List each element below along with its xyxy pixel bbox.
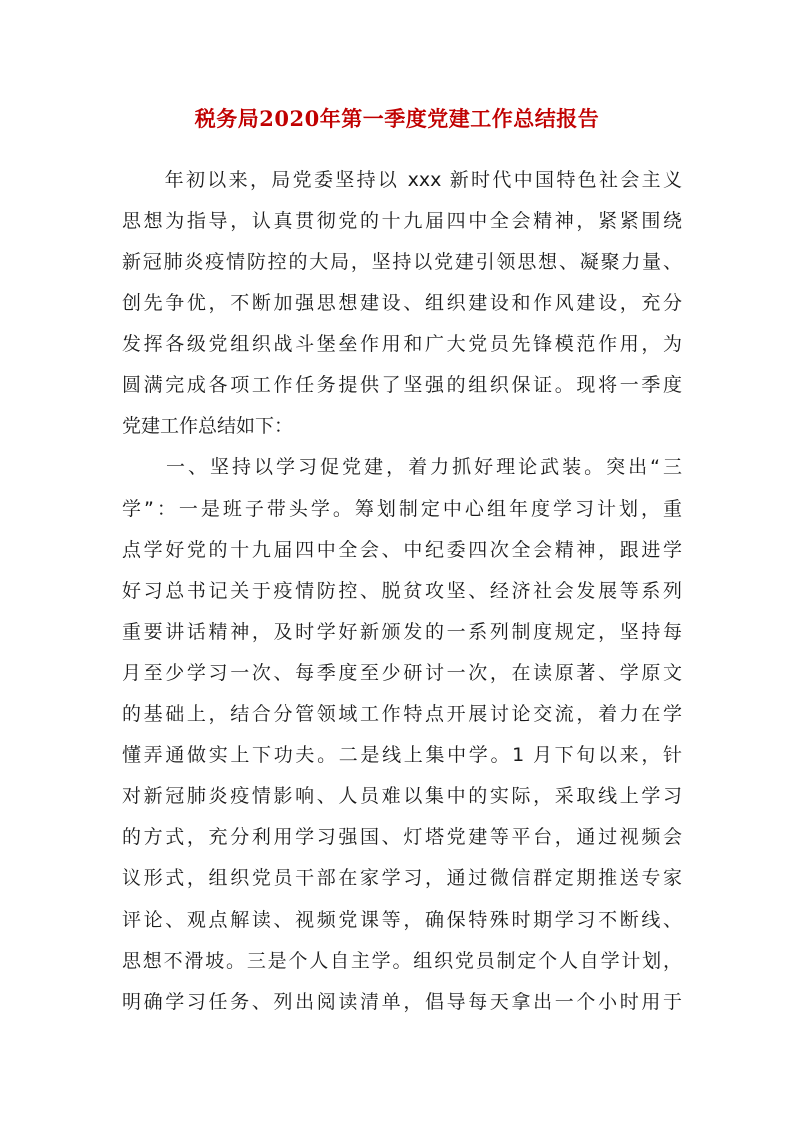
paragraph-line: 重要讲话精神，及时学好新颁发的一系列制度规定，坚持每 (122, 621, 682, 643)
paragraph-line: 发挥各级党组织战斗堡垒作用和广大党员先锋模范作用，为 (122, 333, 682, 355)
paragraph-line: 议形式，组织党员干部在家学习，通过微信群定期推送专家 (122, 867, 682, 889)
paragraph-line: 点学好党的十九届四中全会、中纪委四次全会精神，跟进学 (122, 539, 682, 561)
paragraph-line: 学”：一是班子带头学。筹划制定中心组年度学习计划，重 (122, 498, 682, 520)
paragraph-line: 年初以来，局党委坚持以 xxx 新时代中国特色社会主义 (122, 169, 682, 191)
paragraph-line: 懂弄通做实上下功夫。二是线上集中学。1 月下旬以来，针 (122, 744, 682, 766)
paragraph-line: 圆满完成各项工作任务提供了坚强的组织保证。现将一季度 (122, 374, 682, 396)
paragraph-line: 评论、观点解读、视频党课等，确保特殊时期学习不断线、 (122, 909, 682, 931)
paragraph-line: 一、坚持以学习促党建，着力抓好理论武装。突出“三 (122, 456, 682, 478)
paragraph-line: 新冠肺炎疫情防控的大局，坚持以党建引领思想、凝聚力量、 (122, 251, 682, 273)
paragraph-line: 党建工作总结如下： (122, 415, 294, 437)
paragraph-line: 明确学习任务、列出阅读清单，倡导每天拿出一个小时用于 (122, 991, 682, 1013)
document-title: 税务局2020年第一季度党建工作总结报告 (194, 106, 600, 131)
paragraph-line: 月至少学习一次、每季度至少研讨一次，在读原著、学原文 (122, 662, 682, 684)
paragraph-line: 思想为指导，认真贯彻党的十九届四中全会精神，紧紧围绕 (122, 210, 682, 232)
paragraph-line: 思想不滑坡。三是个人自主学。组织党员制定个人自学计划， (122, 950, 682, 972)
paragraph-line: 的基础上，结合分管领域工作特点开展讨论交流，着力在学 (122, 703, 682, 725)
paragraph-line: 好习总书记关于疫情防控、脱贫攻坚、经济社会发展等系列 (122, 580, 682, 602)
paragraph-line: 创先争优，不断加强思想建设、组织建设和作风建设，充分 (122, 292, 682, 314)
paragraph-line: 的方式，充分利用学习强国、灯塔党建等平台，通过视频会 (122, 826, 682, 848)
paragraph-line: 对新冠肺炎疫情影响、人员难以集中的实际，采取线上学习 (122, 785, 682, 807)
